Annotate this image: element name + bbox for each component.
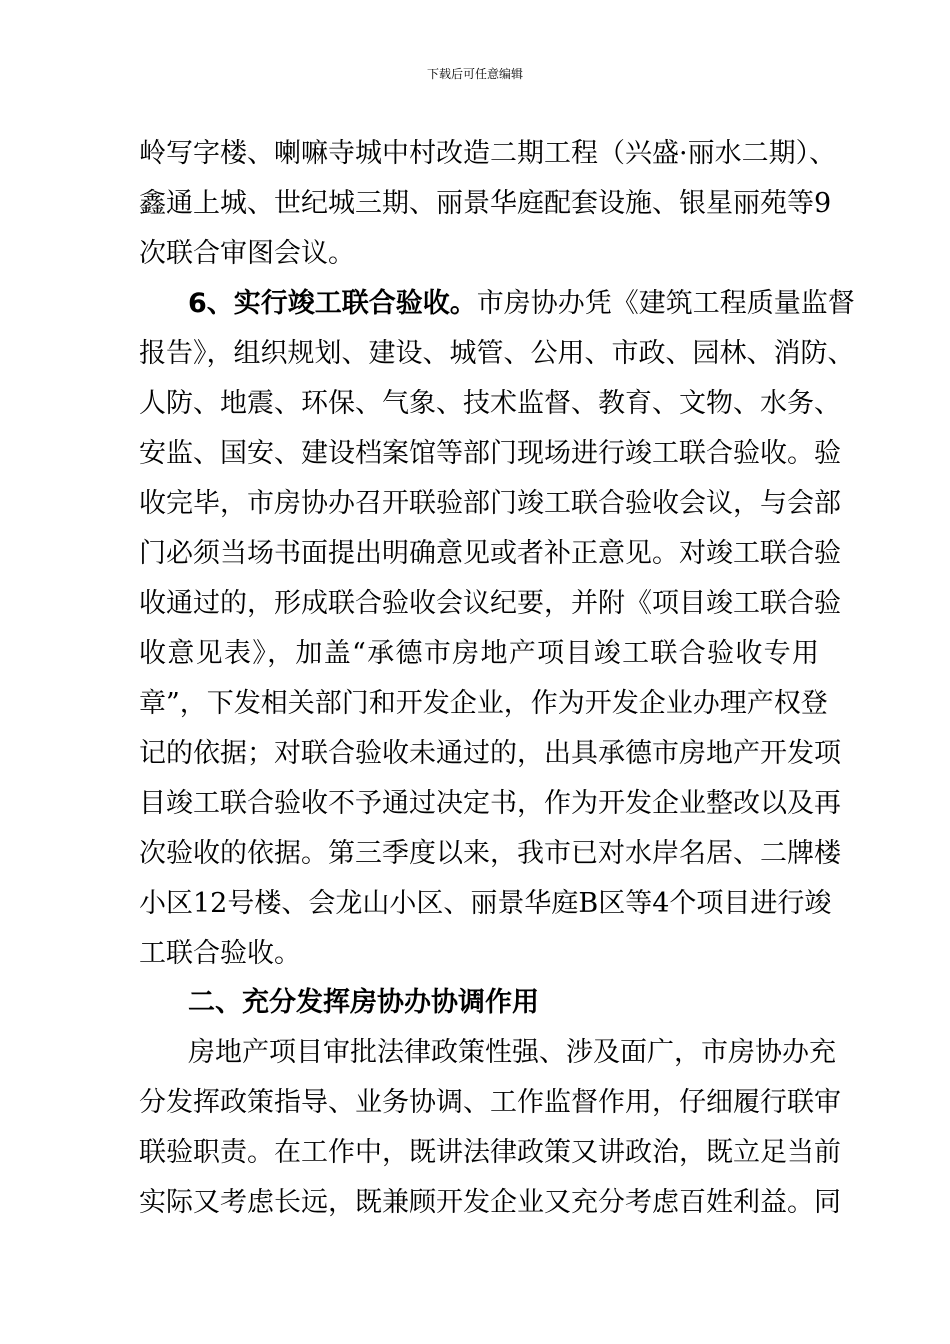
text-line: 报告》，组织规划、建设、城管、公用、市政、园林、消防、: [139, 338, 855, 369]
text-line: 收完毕，市房协办召开联验部门竣工联合验收会议，与会部: [139, 488, 841, 519]
text-line: 门必须当场书面提出明确意见或者补正意见。对竣工联合验: [139, 538, 841, 569]
text-line: 收通过的，形成联合验收会议纪要，并附《项目竣工联合验: [139, 588, 841, 619]
section-2-heading: 二、充分发挥房协办协调作用: [188, 987, 539, 1018]
text-line: 小区12号楼、会龙山小区、丽景华庭B区等4个项目进行竣: [139, 888, 832, 919]
text-line: 岭写字楼、喇嘛寺城中村改造二期工程（兴盛·丽水二期）、: [139, 138, 837, 169]
text-line: 人防、地震、环保、气象、技术监督、教育、文物、水务、: [139, 388, 841, 419]
text-line: 分发挥政策指导、业务协调、工作监督作用，仔细履行联审: [139, 1087, 841, 1118]
text-line: 次验收的依据。第三季度以来，我市已对水岸名居、二牌楼: [139, 838, 841, 869]
text-line: 安监、国安、建设档案馆等部门现场进行竣工联合验收。验: [139, 438, 841, 469]
text-line: 工联合验收。: [139, 938, 301, 969]
text-line: 实际又考虑长远，既兼顾开发企业又充分考虑百姓利益。同: [139, 1187, 841, 1218]
text-line: 目竣工联合验收不予通过决定书，作为开发企业整改以及再: [139, 788, 841, 819]
section-6-first-line: [188, 288, 855, 320]
text-line: 记的依据；对联合验收未通过的，出具承德市房地产开发项: [139, 738, 841, 769]
text-line: 联验职责。在工作中，既讲法律政策又讲政治，既立足当前: [139, 1137, 841, 1168]
text-line: 房地产项目审批法律政策性强、涉及面广，市房协办充: [188, 1037, 836, 1068]
text-line: 收意见表》，加盖“承德市房地产项目竣工联合验收专用: [139, 638, 819, 669]
page-header: 下载后可任意编辑: [426, 67, 523, 81]
section-6-first-line-text: 市房协办凭《建筑工程质量监督: [476, 288, 855, 319]
text-line: 鑫通上城、世纪城三期、丽景华庭配套设施、银星丽苑等9: [139, 188, 832, 219]
text-line: 次联合审图会议。: [139, 238, 355, 269]
text-line: 章”，下发相关部门和开发企业，作为开发企业办理产权登: [139, 688, 828, 719]
section-6-title: 6、实行竣工联合验收。: [188, 288, 477, 319]
